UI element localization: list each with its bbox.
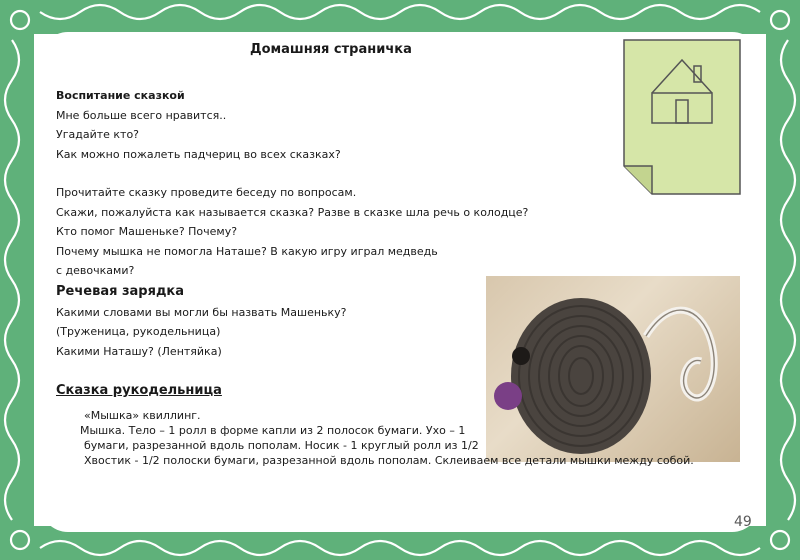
- section-heading-tale: Сказка рукодельница: [56, 383, 222, 398]
- text-line: (Труженица, рукодельница): [56, 325, 221, 338]
- page-number: 49: [734, 514, 752, 530]
- text-line: Мышка. Тело – 1 ролл в форме капли из 2 полосок бумаги. Ухо – 1: [80, 424, 466, 437]
- text-line: Какими словами вы могли бы назвать Машеньку?: [56, 305, 347, 319]
- text-line: Скажи, пожалуйста как называется сказка? Разве в сказке шла речь о колодце?: [56, 205, 529, 219]
- text-line: Хвостик - 1/2 полоски бумаги, разрезанной вдоль пополам. Склеиваем все детали мышки между собой.: [84, 454, 694, 467]
- text-line: Почему мышка не помогла Наташе? В какую игру играл медведь: [56, 244, 438, 258]
- text-line: Угадайте кто?: [56, 128, 140, 141]
- home-icon[interactable]: [622, 38, 742, 196]
- text-line: «Мышка» квиллинг.: [84, 409, 201, 422]
- text-line: Как можно пожалеть падчериц во всех сказках?: [56, 147, 341, 161]
- text-line: Какими Наташу? (Лентяйка): [56, 344, 222, 358]
- text-line: Кто помог Машеньке? Почему?: [56, 225, 238, 238]
- section-heading-speech-warmup: Речевая зарядка: [56, 283, 185, 299]
- quilling-instructions: [56, 408, 756, 468]
- text-line: бумаги, разрезанной вдоль пополам. Носик - 1 круглый ролл из 1/2: [84, 439, 479, 452]
- page-title: Домашняя страничка: [250, 42, 412, 57]
- section-heading-upbringing: Воспитание сказкой: [56, 89, 185, 102]
- text-line: Прочитайте сказку проведите беседу по вопросам.: [56, 186, 357, 199]
- text-line: Мне больше всего нравится..: [56, 108, 227, 122]
- text-line: с девочками?: [56, 264, 135, 277]
